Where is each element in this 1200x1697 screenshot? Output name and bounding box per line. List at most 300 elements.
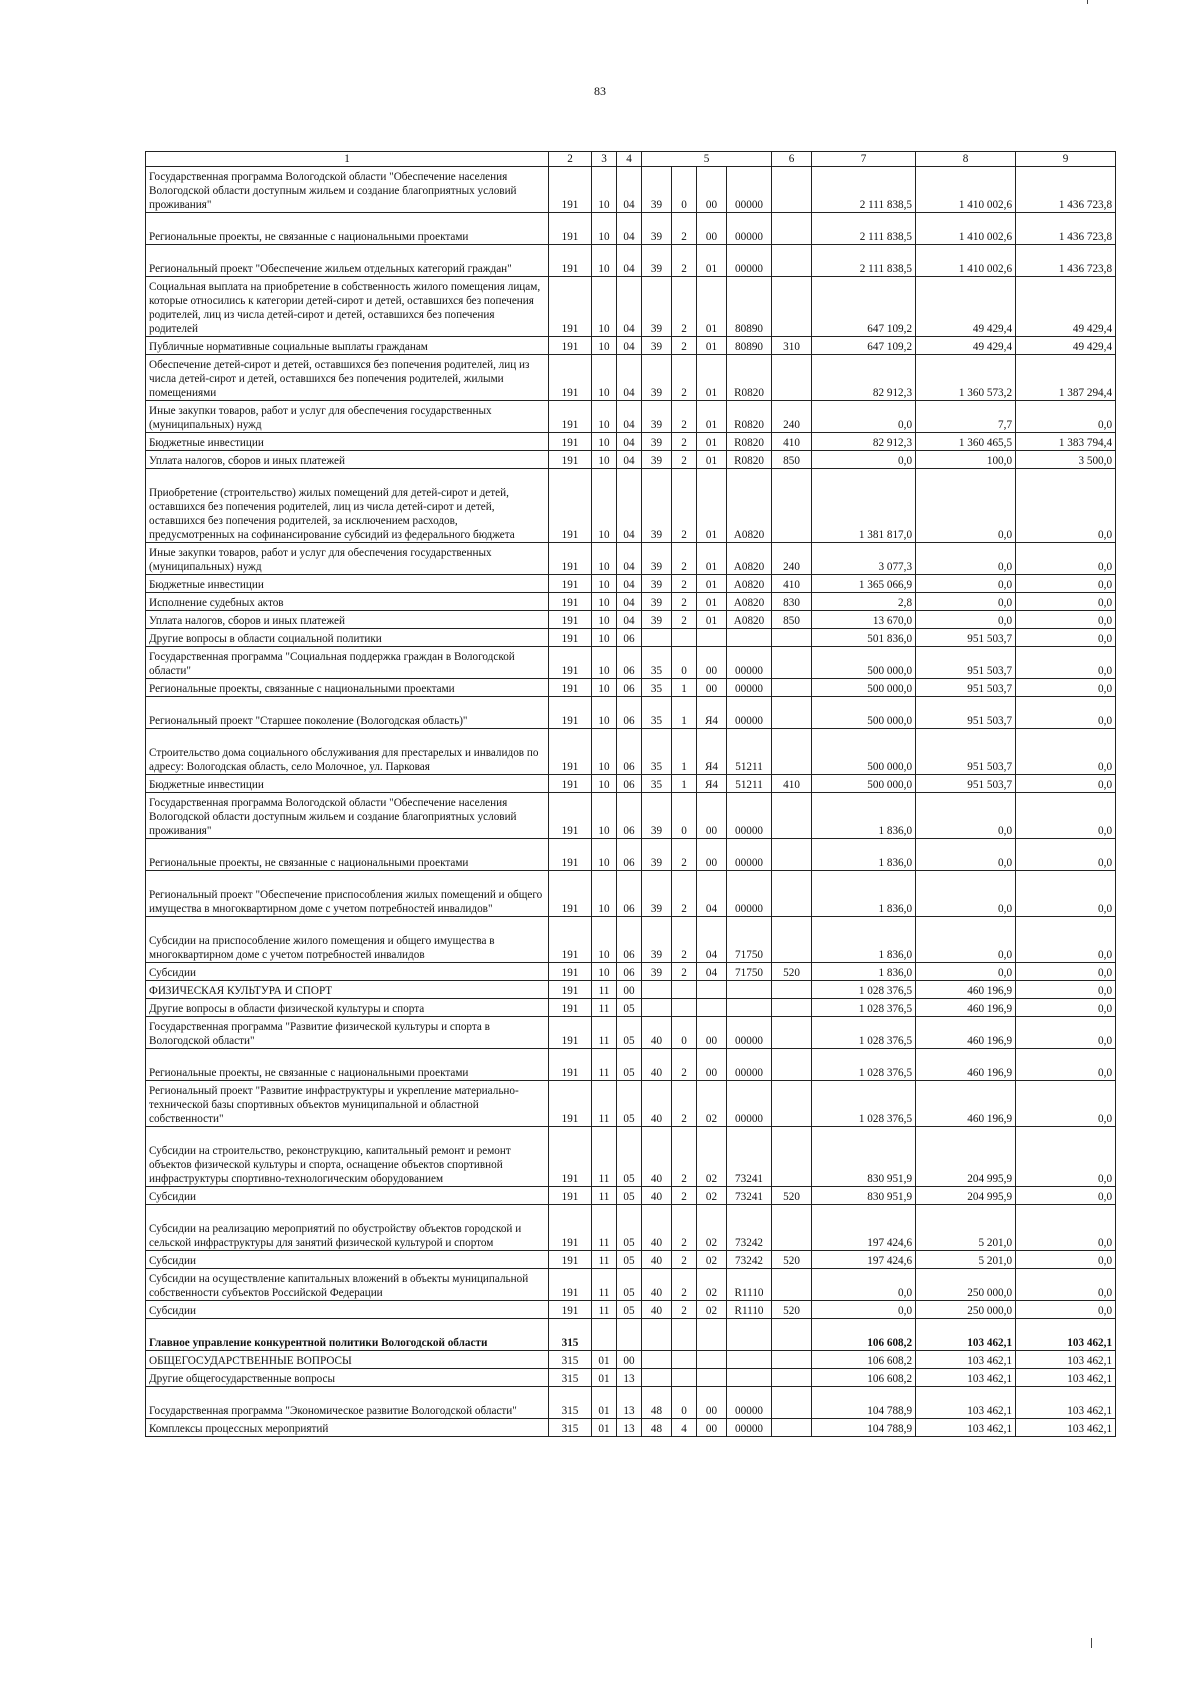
row-name-cell: Публичные нормативные социальные выплаты гражданам [146, 337, 549, 355]
table-row [146, 679, 1116, 697]
table-row [146, 981, 1116, 999]
cell-p1: 40 [642, 1187, 672, 1205]
row-name-cell: ФИЗИЧЕСКАЯ КУЛЬТУРА И СПОРТ [146, 981, 549, 999]
cell-c8: 204 995,9 [916, 1187, 1016, 1205]
cell-c9: 0,0 [1016, 593, 1116, 611]
cell-c3: 10 [592, 401, 617, 433]
cell-c9: 3 500,0 [1016, 451, 1116, 469]
cell-c2: 191 [549, 871, 592, 917]
cell-c6: 410 [772, 775, 812, 793]
cell-p3: 00 [697, 1017, 727, 1049]
table-row [146, 401, 1116, 433]
cell-c7: 0,0 [812, 1269, 916, 1301]
row-name-cell: Социальная выплата на приобретение в собственность жилого помещения лицам, которые относились к категории детей-сирот и детей, оставшихся без попечения родителей, лиц из числа детей-сирот и детей, оставшихся без попечения родителей [146, 277, 549, 337]
row-name-cell: Государственная программа Вологодской области "Обеспечение населения Вологодской области доступным жильем и создание благоприятных условий проживания" [146, 167, 549, 213]
cell-c6 [772, 729, 812, 775]
cell-c4: 06 [617, 963, 642, 981]
cell-p1: 39 [642, 963, 672, 981]
cell-c9: 0,0 [1016, 963, 1116, 981]
cell-p4: A0820 [727, 469, 772, 543]
table-row [146, 451, 1116, 469]
cell-c4: 06 [617, 871, 642, 917]
cell-p2: 0 [672, 1017, 697, 1049]
cell-c8: 1 410 002,6 [916, 213, 1016, 245]
cell-c2: 191 [549, 543, 592, 575]
table-row [146, 337, 1116, 355]
cell-p4: A0820 [727, 593, 772, 611]
cell-p3 [697, 1319, 727, 1351]
cell-p3: 02 [697, 1127, 727, 1187]
cell-c8: 0,0 [916, 793, 1016, 839]
cell-c9: 0,0 [1016, 611, 1116, 629]
cell-p4: 00000 [727, 1081, 772, 1127]
cell-c6 [772, 839, 812, 871]
cell-c6: 410 [772, 433, 812, 451]
cell-c2: 315 [549, 1387, 592, 1419]
cell-c7: 1 028 376,5 [812, 999, 916, 1017]
cell-p4: 73242 [727, 1251, 772, 1269]
cell-p3: 01 [697, 575, 727, 593]
column-number: 1 [146, 152, 549, 167]
cell-c4: 05 [617, 1187, 642, 1205]
page-number: 83 [594, 84, 606, 98]
cell-c6 [772, 1269, 812, 1301]
table-row [146, 1081, 1116, 1127]
cell-p1: 40 [642, 1205, 672, 1251]
cell-c3: 10 [592, 593, 617, 611]
cell-c3: 10 [592, 543, 617, 575]
cell-c7: 0,0 [812, 401, 916, 433]
cell-p4: 51211 [727, 775, 772, 793]
cell-c2: 191 [549, 245, 592, 277]
cell-p2: 2 [672, 337, 697, 355]
cell-p2: 2 [672, 1251, 697, 1269]
cell-c2: 191 [549, 1081, 592, 1127]
table-row [146, 1419, 1116, 1437]
cell-p2 [672, 999, 697, 1017]
cell-c2: 191 [549, 793, 592, 839]
cell-p3: 01 [697, 451, 727, 469]
cell-p2: 2 [672, 469, 697, 543]
cell-c3: 11 [592, 1205, 617, 1251]
cell-c9: 0,0 [1016, 575, 1116, 593]
table-row [146, 793, 1116, 839]
cell-c8: 204 995,9 [916, 1127, 1016, 1187]
table-row [146, 963, 1116, 981]
cell-c7: 1 028 376,5 [812, 981, 916, 999]
cell-p3 [697, 981, 727, 999]
cell-c6 [772, 793, 812, 839]
cell-p3: Я4 [697, 697, 727, 729]
cell-p4 [727, 1319, 772, 1351]
cell-p4: 00000 [727, 697, 772, 729]
cell-c4: 05 [617, 1269, 642, 1301]
cell-c3: 11 [592, 1049, 617, 1081]
cell-p4 [727, 1351, 772, 1369]
cell-p1: 39 [642, 245, 672, 277]
cell-c3: 11 [592, 1251, 617, 1269]
cell-p1: 39 [642, 433, 672, 451]
table-row [146, 1301, 1116, 1319]
cell-p1: 48 [642, 1419, 672, 1437]
cell-c4: 06 [617, 729, 642, 775]
row-name-cell: Приобретение (строительство) жилых помещений для детей-сирот и детей, оставшихся без попечения родителей, лиц из числа детей-сирот и детей, оставшихся без попечения родителей, за исключением расходов, предусмотренных на софинансирование субсидий из федерального бюджета [146, 469, 549, 543]
table-row [146, 1351, 1116, 1369]
cell-c3: 10 [592, 647, 617, 679]
cell-c3: 01 [592, 1351, 617, 1369]
cell-c7: 500 000,0 [812, 775, 916, 793]
row-name-cell: Бюджетные инвестиции [146, 433, 549, 451]
cell-p2: 2 [672, 575, 697, 593]
table-row [146, 213, 1116, 245]
cell-c7: 1 836,0 [812, 963, 916, 981]
cell-p3: 00 [697, 1387, 727, 1419]
row-name-cell: Государственная программа "Развитие физической культуры и спорта в Вологодской области" [146, 1017, 549, 1049]
cell-c9: 103 462,1 [1016, 1319, 1116, 1351]
cell-c7: 647 109,2 [812, 277, 916, 337]
cell-c3: 10 [592, 575, 617, 593]
row-name-cell: Субсидии на осуществление капитальных вложений в объекты муниципальной собственности субъектов Российской Федерации [146, 1269, 549, 1301]
cell-p3: 00 [697, 679, 727, 697]
cell-c8: 0,0 [916, 593, 1016, 611]
cell-c2: 191 [549, 697, 592, 729]
cell-p4: 80890 [727, 337, 772, 355]
cell-c8: 0,0 [916, 575, 1016, 593]
cell-c8: 103 462,1 [916, 1419, 1016, 1437]
row-name-cell: Обеспечение детей-сирот и детей, оставшихся без попечения родителей, лиц из числа детей-сирот и детей, оставшихся без попечения родителей, жилыми помещениями [146, 355, 549, 401]
cell-p2: 4 [672, 1419, 697, 1437]
row-name-cell: Бюджетные инвестиции [146, 575, 549, 593]
cell-c2: 191 [549, 917, 592, 963]
table-row [146, 433, 1116, 451]
row-name-cell: Строительство дома социального обслуживания для престарелых и инвалидов по адресу: Вологодская область, село Молочное, ул. Парковая [146, 729, 549, 775]
cell-p4: 73242 [727, 1205, 772, 1251]
table-body [146, 167, 1116, 1437]
cell-c4: 06 [617, 647, 642, 679]
cell-p4 [727, 629, 772, 647]
cell-c4: 04 [617, 401, 642, 433]
row-name-cell: Региональные проекты, не связанные с национальными проектами [146, 1049, 549, 1081]
cell-p3: 02 [697, 1301, 727, 1319]
cell-c7: 1 836,0 [812, 917, 916, 963]
budget-table [145, 151, 1116, 1437]
cell-c2: 315 [549, 1351, 592, 1369]
cell-c7: 500 000,0 [812, 647, 916, 679]
cell-p4: 00000 [727, 167, 772, 213]
cell-p4: 00000 [727, 871, 772, 917]
cell-c6 [772, 629, 812, 647]
cell-p4: 00000 [727, 1017, 772, 1049]
cell-c8: 0,0 [916, 543, 1016, 575]
cell-c6 [772, 1419, 812, 1437]
row-name-cell: Субсидии [146, 1301, 549, 1319]
cell-c9: 0,0 [1016, 1251, 1116, 1269]
cell-c9: 103 462,1 [1016, 1351, 1116, 1369]
table-row [146, 999, 1116, 1017]
table-row [146, 697, 1116, 729]
cell-p2: 2 [672, 963, 697, 981]
cell-p2 [672, 1319, 697, 1351]
cell-c7: 2 111 838,5 [812, 245, 916, 277]
cell-p3: 01 [697, 355, 727, 401]
cell-p3: 00 [697, 167, 727, 213]
cell-p2: 2 [672, 611, 697, 629]
cell-c9: 0,0 [1016, 871, 1116, 917]
cell-p4: 73241 [727, 1187, 772, 1205]
cell-p3: 01 [697, 543, 727, 575]
cell-c2: 191 [549, 963, 592, 981]
cell-p4: 80890 [727, 277, 772, 337]
cell-c6: 830 [772, 593, 812, 611]
cell-c9: 0,0 [1016, 697, 1116, 729]
cell-c4: 04 [617, 355, 642, 401]
cell-c2: 191 [549, 433, 592, 451]
cell-p3: 01 [697, 611, 727, 629]
cell-p2: 2 [672, 1127, 697, 1187]
cell-c7: 2 111 838,5 [812, 167, 916, 213]
table-row [146, 1049, 1116, 1081]
cell-p2: 1 [672, 697, 697, 729]
cell-p4: 00000 [727, 647, 772, 679]
cell-p2: 0 [672, 793, 697, 839]
cell-c9: 0,0 [1016, 679, 1116, 697]
cell-c2: 191 [549, 1301, 592, 1319]
cell-p1: 35 [642, 679, 672, 697]
cell-c4: 06 [617, 917, 642, 963]
cell-c2: 315 [549, 1369, 592, 1387]
cell-p1: 40 [642, 1049, 672, 1081]
cell-c4: 05 [617, 1127, 642, 1187]
cell-c2: 191 [549, 839, 592, 871]
cell-c9: 0,0 [1016, 1017, 1116, 1049]
cell-c3: 10 [592, 277, 617, 337]
cell-c7: 500 000,0 [812, 679, 916, 697]
table-row [146, 1319, 1116, 1351]
row-name-cell: Субсидии [146, 1251, 549, 1269]
cell-c3: 10 [592, 451, 617, 469]
cell-p3: 02 [697, 1269, 727, 1301]
cell-p2: 1 [672, 729, 697, 775]
row-name-cell: Уплата налогов, сборов и иных платежей [146, 451, 549, 469]
cell-p3: 00 [697, 793, 727, 839]
cell-c6: 520 [772, 1187, 812, 1205]
cell-p1: 39 [642, 611, 672, 629]
cell-c3: 10 [592, 629, 617, 647]
cell-p4: 73241 [727, 1127, 772, 1187]
cell-p2: 0 [672, 1387, 697, 1419]
cell-p2: 2 [672, 1205, 697, 1251]
row-name-cell: Региональные проекты, не связанные с национальными проектами [146, 839, 549, 871]
cell-c7: 104 788,9 [812, 1419, 916, 1437]
table-row [146, 629, 1116, 647]
cell-c6: 850 [772, 611, 812, 629]
cell-c4: 05 [617, 1301, 642, 1319]
table-row [146, 611, 1116, 629]
cell-c2: 191 [549, 1205, 592, 1251]
cell-p2: 0 [672, 167, 697, 213]
cell-c4: 05 [617, 1081, 642, 1127]
cell-c2: 191 [549, 611, 592, 629]
cell-c3: 11 [592, 1127, 617, 1187]
cell-c3: 11 [592, 1081, 617, 1127]
cell-c7: 0,0 [812, 1301, 916, 1319]
table-row [146, 917, 1116, 963]
cell-c3: 10 [592, 917, 617, 963]
cell-c8: 0,0 [916, 611, 1016, 629]
cell-c3: 11 [592, 1187, 617, 1205]
cell-c2: 191 [549, 629, 592, 647]
cell-c4: 05 [617, 1017, 642, 1049]
cell-c3: 10 [592, 963, 617, 981]
cell-p1: 40 [642, 1017, 672, 1049]
cell-p1: 39 [642, 337, 672, 355]
cell-c9: 103 462,1 [1016, 1419, 1116, 1437]
cell-c8: 7,7 [916, 401, 1016, 433]
cell-c9: 0,0 [1016, 1127, 1116, 1187]
cell-c6 [772, 917, 812, 963]
cell-p3: 04 [697, 963, 727, 981]
column-number: 7 [812, 152, 916, 167]
cell-c3: 01 [592, 1419, 617, 1437]
cell-p1: 35 [642, 697, 672, 729]
cell-p2: 2 [672, 401, 697, 433]
cell-p2: 2 [672, 213, 697, 245]
cell-p4: 71750 [727, 963, 772, 981]
cell-c4: 04 [617, 245, 642, 277]
column-number-row [146, 152, 1116, 167]
cell-p2: 2 [672, 543, 697, 575]
cell-c9: 0,0 [1016, 775, 1116, 793]
cell-c3: 10 [592, 245, 617, 277]
cell-p3: 01 [697, 593, 727, 611]
cell-c7: 1 836,0 [812, 871, 916, 917]
table-row [146, 593, 1116, 611]
table-row [146, 1205, 1116, 1251]
cell-c6 [772, 981, 812, 999]
cell-p1: 39 [642, 543, 672, 575]
cell-c2: 191 [549, 1269, 592, 1301]
cell-p2: 1 [672, 775, 697, 793]
cell-c8: 1 410 002,6 [916, 167, 1016, 213]
cell-p3 [697, 999, 727, 1017]
cell-p2: 2 [672, 433, 697, 451]
cell-c4: 04 [617, 593, 642, 611]
cell-p1: 35 [642, 647, 672, 679]
table-row [146, 1127, 1116, 1187]
cell-p3: 00 [697, 1049, 727, 1081]
cell-c9: 0,0 [1016, 1301, 1116, 1319]
cell-c9: 0,0 [1016, 629, 1116, 647]
cell-c9: 0,0 [1016, 1269, 1116, 1301]
cell-p3: 00 [697, 647, 727, 679]
cell-p4: R0820 [727, 401, 772, 433]
cell-c2: 191 [549, 401, 592, 433]
cell-c2: 315 [549, 1419, 592, 1437]
cell-c4: 13 [617, 1369, 642, 1387]
cell-p1: 39 [642, 167, 672, 213]
cell-c4: 06 [617, 839, 642, 871]
cell-c4 [617, 1319, 642, 1351]
cell-c3: 11 [592, 981, 617, 999]
scan-mark [1087, 0, 1088, 4]
cell-p2 [672, 629, 697, 647]
cell-c4: 13 [617, 1387, 642, 1419]
row-name-cell: Государственная программа "Социальная поддержка граждан в Вологодской области" [146, 647, 549, 679]
cell-c6 [772, 679, 812, 697]
cell-p1: 40 [642, 1301, 672, 1319]
cell-c2: 191 [549, 575, 592, 593]
cell-p4: R0820 [727, 451, 772, 469]
cell-c6 [772, 1081, 812, 1127]
cell-p2: 2 [672, 1049, 697, 1081]
cell-c9: 1 436 723,8 [1016, 167, 1116, 213]
cell-p1: 39 [642, 213, 672, 245]
cell-c6 [772, 213, 812, 245]
cell-c6 [772, 1127, 812, 1187]
cell-c3: 10 [592, 679, 617, 697]
cell-c9: 0,0 [1016, 793, 1116, 839]
cell-c3: 01 [592, 1369, 617, 1387]
cell-c4: 04 [617, 575, 642, 593]
cell-c8: 49 429,4 [916, 277, 1016, 337]
cell-c3 [592, 1319, 617, 1351]
cell-c6 [772, 1369, 812, 1387]
cell-c9: 0,0 [1016, 647, 1116, 679]
cell-c4: 04 [617, 213, 642, 245]
cell-p4: 00000 [727, 1387, 772, 1419]
row-name-cell: Государственная программа "Экономическое развитие Вологодской области" [146, 1387, 549, 1419]
cell-c2: 315 [549, 1319, 592, 1351]
cell-p2: 2 [672, 1187, 697, 1205]
cell-c7: 1 836,0 [812, 793, 916, 839]
cell-c6 [772, 167, 812, 213]
cell-c3: 10 [592, 775, 617, 793]
row-name-cell: Иные закупки товаров, работ и услуг для обеспечения государственных (муниципальных) нужд [146, 401, 549, 433]
cell-c3: 10 [592, 611, 617, 629]
table-row [146, 1269, 1116, 1301]
row-name-cell: Другие общегосударственные вопросы [146, 1369, 549, 1387]
cell-c2: 191 [549, 1251, 592, 1269]
cell-p1: 39 [642, 355, 672, 401]
cell-c8: 460 196,9 [916, 1081, 1016, 1127]
table-row [146, 871, 1116, 917]
cell-c8: 1 360 573,2 [916, 355, 1016, 401]
cell-p4: R0820 [727, 355, 772, 401]
cell-c8: 250 000,0 [916, 1269, 1016, 1301]
cell-c8: 460 196,9 [916, 981, 1016, 999]
cell-c8: 0,0 [916, 839, 1016, 871]
cell-c9: 1 383 794,4 [1016, 433, 1116, 451]
cell-c9: 103 462,1 [1016, 1369, 1116, 1387]
cell-c9: 1 436 723,8 [1016, 245, 1116, 277]
cell-c4: 04 [617, 451, 642, 469]
cell-p4: 00000 [727, 245, 772, 277]
cell-c9: 0,0 [1016, 839, 1116, 871]
column-number: 4 [617, 152, 642, 167]
cell-p3: 00 [697, 213, 727, 245]
cell-c7: 197 424,6 [812, 1251, 916, 1269]
cell-c8: 1 410 002,6 [916, 245, 1016, 277]
cell-c4: 04 [617, 167, 642, 213]
cell-p3: 01 [697, 469, 727, 543]
cell-c9: 103 462,1 [1016, 1387, 1116, 1419]
cell-p2: 2 [672, 355, 697, 401]
cell-c2: 191 [549, 451, 592, 469]
table-row [146, 575, 1116, 593]
cell-c4: 04 [617, 611, 642, 629]
cell-c8: 103 462,1 [916, 1369, 1016, 1387]
cell-c2: 191 [549, 1049, 592, 1081]
